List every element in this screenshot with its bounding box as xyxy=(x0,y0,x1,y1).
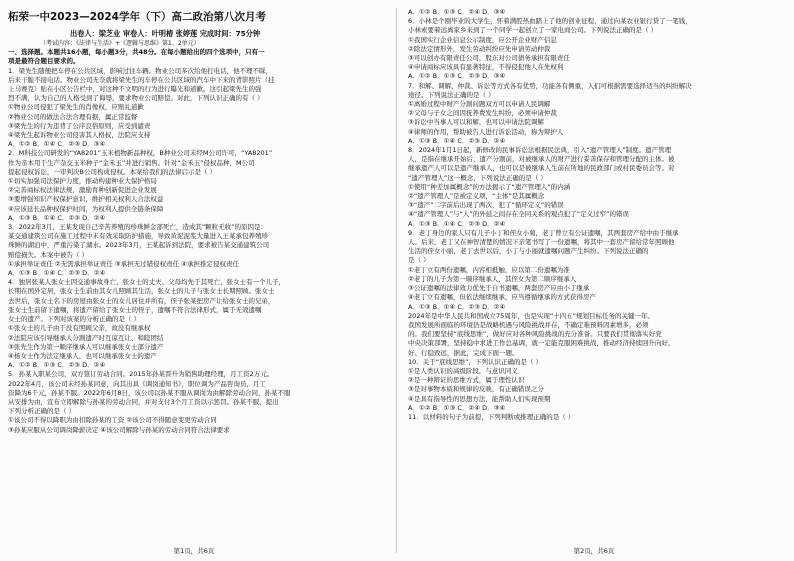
text-line: ③孙某应服从公司调岗降薪决定 ④该公司解除与孙某的劳动合同符合法律要求 xyxy=(8,425,230,434)
right-page xyxy=(400,0,788,561)
text-line: 途径。下列说法正确的是（ ） xyxy=(408,90,495,99)
text-line: 后来干脆不接电话。物业公司无奈就将梁先生的车停在公共区域的汽车中下来的背影照片（挂 xyxy=(8,75,275,84)
text-line: A．①② B．①③ C．②③ D．③④ xyxy=(408,72,506,81)
text-line: ①张女士的儿子由于没有照顾父亲，故没有继承权 xyxy=(8,324,151,333)
text-line: 某交通建筑公司在施工过程中未有效采取防护措施，导致黄泥泥浆大量进入王某承包养殖珍 xyxy=(8,232,268,241)
text-line: ④律师的作用，帮助被告人进行诉讼活动，称为辩护人 xyxy=(408,127,564,136)
text-line: 烈不满，认为自己的人格受到了侮辱，要求物业公司赔偿。对此，下列认识正确的有（ ） xyxy=(8,94,264,103)
text-line: ①物业公司侵犯了梁先生的肖像权，应赔礼道歉 xyxy=(8,103,144,112)
text-line: ①切实加强司法保护力度，推动构建种业大保护格局 xyxy=(8,177,157,186)
text-line: 资降为6千元，孙某不服。2022年6月8日，该公司以孙某不服从调岗为由解除劳动合同，孙某不服 xyxy=(8,388,291,397)
text-line: ②父母与子女之间因抚养费发生纠纷，必须申请仲裁 xyxy=(408,109,557,118)
text-line: ②物业公司的做法合法合理有据，属正常监督 xyxy=(8,112,138,121)
page-divider xyxy=(396,8,397,553)
text-line: ①该公司不得以降职为由扣除孙某的工资 ②该公司不得随意变更劳动合同 xyxy=(8,416,217,425)
text-line: ②是一种辩证的思维方式，属于理性认识 xyxy=(408,376,525,385)
page-number-right: 第2页，共6页 xyxy=(573,547,615,555)
text-line: 4．独居张某人张女士因交通事故身亡，张女士的丈夫、父母均先于其死亡，张女士有一个儿子， xyxy=(8,278,286,287)
text-line: 女士的遗产。下列对该案的分析正确的是（ ） xyxy=(8,315,141,324)
exam-title: 柘荣一中2023—2024学年（下）高二政治第八次月考 xyxy=(8,11,266,23)
text-line: ②完善商标权法律法规，激励育种创新促进企业发展 xyxy=(8,186,157,195)
text-line: ①我国实行企业信息公示制度，应公开企业财产信息 xyxy=(408,35,557,44)
text-line: A．①③ B．①④ C．②③ D．②④ xyxy=(408,136,506,145)
text-line: ④是具有指导性的思想方法，能帮助人们实现预期 xyxy=(408,394,551,403)
text-line: ③“遗产”二字前后出现了两次，犯了“循环定义”的错误 xyxy=(408,201,564,210)
text-line: 2022年4月，该公司未经孙某同意，向其出具《调岗通知书》，职位调为产品咨询员，月工 xyxy=(8,379,266,388)
text-line: A．①② B．①③ C．②④ D．③④ xyxy=(408,8,506,16)
text-line: ①离婚过程中财产分割问题双方可以申请人民调解 xyxy=(408,100,551,109)
right-question-text xyxy=(400,8,788,422)
text-line: ③是对事物本质和规律的反映，有正确错误之分 xyxy=(408,385,544,394)
text-line: A．①② B．①③ C．②④ D．③④ xyxy=(408,403,506,412)
text-line: ①是人类认识的高级阶段，与意识同义 xyxy=(408,366,518,375)
text-line: 我国发展所面临的环境仍是战略机遇与风险挑战并存，不确定难预料因素增多，必须 xyxy=(408,320,649,329)
text-line: ①使用“种差加属概念”的方法揭示了“遗产管理人”的内涵 xyxy=(408,182,571,191)
text-line: 上马赛克）贴在小区公告栏中，对这种不文明的行为进行曝光和道歉。这引起梁先生的强 xyxy=(8,85,262,94)
text-line: 生活的侄女小丽，老丁去世以后，小丁与小丽就遗嘱问题产生纠纷。下列说法正确的 xyxy=(408,247,649,256)
text-line: 人。后来，老丁又在神智清楚的情况下亲笔书写了一份遗嘱，将其中一套房产留给常年照顾他 xyxy=(408,238,675,247)
text-line: 项是最符合题目要求的。 xyxy=(8,57,80,66)
text-line: 小林索要着远离家乡来到了一个同学一起创立了一家电商公司。下列说法正确的是（ ） xyxy=(408,26,658,35)
text-line: 8．2024年1月1日起，新修改的民事诉讼法根据民法典，引入“遗产管理人”制度。遗产管理 xyxy=(408,146,672,155)
text-line: ③公证遗嘱的法律效力优先于自书遗嘱，两套房产应由小丁继承 xyxy=(408,284,590,293)
exam-meta: 出卷人：梁芝业 审卷人：叶明椿 张婷莲 完成时间：75分钟 xyxy=(70,29,261,38)
exam-scope: （考试内容：《法律与生活》+《逻辑与思维》第1、2单元） xyxy=(40,40,200,47)
text-line: A．①③ B．①④ C．②③ D．②④ xyxy=(8,213,106,222)
text-line: ④申请商标应该具有显著特征，不得侵犯他人在先权利 xyxy=(408,63,564,72)
page-number-left: 第1页，共6页 xyxy=(173,547,215,555)
text-line: 3．2022年3月，王某发现自己辛苦养殖的珍珠鲜金部死亡，造成其“颗粒无收”的原因是： xyxy=(8,223,268,232)
text-line: 9．老丁身边的家人只有儿子小丁和侄女小菊，老丁曾立有公证遗嘱，其两套房产给中由于继承 xyxy=(408,228,679,237)
text-line: ②除法定情形外，发生劳动纠纷应先申请劳动仲裁 xyxy=(408,44,551,53)
left-question-text xyxy=(0,48,388,435)
text-line: ②“遗产管理人”是被定义项，“主体”是其属概念 xyxy=(408,192,545,201)
text-line: 5．孙某入职某公司，双方签订劳动合同。2015年孙某晋升为销售助理经理，月工资2万元。 xyxy=(8,370,274,379)
text-line: ③诉讼中当事人可以和解，也可以申请法院调解 xyxy=(408,118,544,127)
left-page xyxy=(0,0,388,561)
text-line: 11．以材料的句子为前提，下列判断或推理正确的是（ ） xyxy=(408,412,575,421)
text-line: 的。我们要坚持“底线思维”，做好应对各种风险挑战的充分准备。只要我们贯彻落实好党 xyxy=(408,330,662,339)
text-line: 继承遗产人可以是遗产继承人，也可以是被继承人生前在所地的民政部门或村民委员会等。对 xyxy=(408,164,675,173)
text-line: ④杨女士作为法定继承人，也可以继承张女士的遗产 xyxy=(8,351,157,360)
text-line: A．①② B．①③ C．②③ D．②④ xyxy=(8,361,106,370)
text-line: ①老丁立有两份遗嘱，内容相抵触，应以第二份遗嘱为准 xyxy=(408,265,570,274)
text-line: A．①③ B．①④ C．②③ D．②④ xyxy=(408,302,506,311)
text-line: 10．关于“底线思维”，下列认识正确的是（ ） xyxy=(408,357,543,366)
text-line: ③可以创办有限责任公司，股东对公司债务承担有限责任 xyxy=(408,54,570,63)
text-line: ③张先生作为第一顺序继承人可以继承张女士部分遗产 xyxy=(8,342,164,351)
text-line: A．①② B．①④ C．②③ D．③④ xyxy=(8,140,106,149)
text-line: 一、选择题。本题共16小题，每小题3分，共48分。在每小题给出的四个选项中，只有一 xyxy=(8,48,265,57)
text-line: 1．梁先生随便把车停在公共区域，影响过往车辆。物业公司多次给他打电话，他不理不睬， xyxy=(8,66,273,75)
text-line: 提起侵权诉讼，一审判决B公司构成侵权。本案给我们的法律启示是（ ） xyxy=(8,167,217,176)
text-line: ②老丁的儿子为第一顺序继承人，其侄女为第二顺序继承人 xyxy=(408,274,577,283)
text-line: ④“遗产管理人”与“人”的外延之间存在全同关系的观点犯了“定义过窄”的错误 xyxy=(408,210,630,219)
text-line: 从安排为由，宣布立即解除与孙某的劳动合同，并对支付3个月工资以示惩罚。孙某不服，提出 xyxy=(8,397,279,406)
text-line: ①承担举证责任 ②无需承担举证责任 ③承担无过错侵权责任 ④承担推定侵权责任 xyxy=(8,259,240,268)
text-line: ②法院应该引导继承人分割遗产时互谅互让、和睦团结 xyxy=(8,333,164,342)
text-line: 好、行稳致远，据此，完成下面一题。 xyxy=(408,348,519,357)
text-line: 下列分析正确的是（ ） xyxy=(8,407,76,416)
text-line: ④老丁立有遗嘱，但依法继续继承，应当遵循继承的方式获得房产 xyxy=(408,293,596,302)
text-line: “遗产管理人”这一概念，下列说法正确的是（ ） xyxy=(408,173,547,182)
text-line: A．①③ B．①④ C．②③ D．②④ xyxy=(408,219,506,228)
text-line: 珠鲜的湖泊中，严重污染了湖水。2023年3月，王某起诉到法院，要求被告某交通建筑公司 xyxy=(8,241,270,250)
text-line: 赔偿损失。本案中被告（ ） xyxy=(8,250,89,259)
text-line: 张女士生前留下遗嘱，将遗产留给了张女士的侄子，遗嘱不符合法律形式，属于无效遗嘱 xyxy=(8,305,262,314)
text-line: A．①③ B．①④ C．②③ D．②④ xyxy=(8,269,106,278)
text-line: ④梁先生起诉物业公司侵害其人格权，法院应支持 xyxy=(8,131,151,140)
text-line: 长期在国外定居，张女士生前由其女儿照顾其生活，张女士的儿子与张女士长期照顾。张女士 xyxy=(8,287,275,296)
text-line: 人，是指在继承开始后，遗产分割前，对被继承人的财产进行妥善保存和管理分配的主体。被 xyxy=(408,155,675,164)
text-line: ③梁先生的行为违背了公序良俗原则，应受到谴责 xyxy=(8,121,151,130)
text-line: 6．小林是个刚毕业的大学生，怀着满腔热血踏上了他的创业征程，通过向某农业银行贷了一笔钱， xyxy=(408,17,692,26)
text-line: 7．和解、调解、仲裁、诉讼等方式各有优势，功能各有侧重，人们可根据需要选择适当的纠纷解决 xyxy=(408,81,692,90)
text-line: ③要增强知识产权保护意识，维护相关权利人合法权益 xyxy=(8,195,164,204)
text-line: 中央决策部署，坚持稳中求进工作总基调，就一定能克服困难挑战，推动经济持续回升向好， xyxy=(408,339,675,348)
text-line: ④应该延长品种权保护时间，为权利人提供全链条保障 xyxy=(8,204,164,213)
text-line: 2．M科技公司研发的“YA8201”玉米植物新品种权，B种业公司未经M公司许可，“YA8201” xyxy=(8,149,273,158)
text-line: 是（ ） xyxy=(408,256,430,265)
text-line: 作为亲本用于生产杂交玉米种子“金禾玉”并进行销售。针对“金禾玉”侵权品种，M公司 xyxy=(8,158,255,167)
text-line: 去世后，张女士名下的房屋由张女士的女儿居住并所有，侄子张某把房产让给张女士的兄弟， xyxy=(8,296,275,305)
text-line: 2024年是中华人民共和国成立75周年，也是实现“十四五”规划目标任务的关键一年。 xyxy=(408,311,655,320)
